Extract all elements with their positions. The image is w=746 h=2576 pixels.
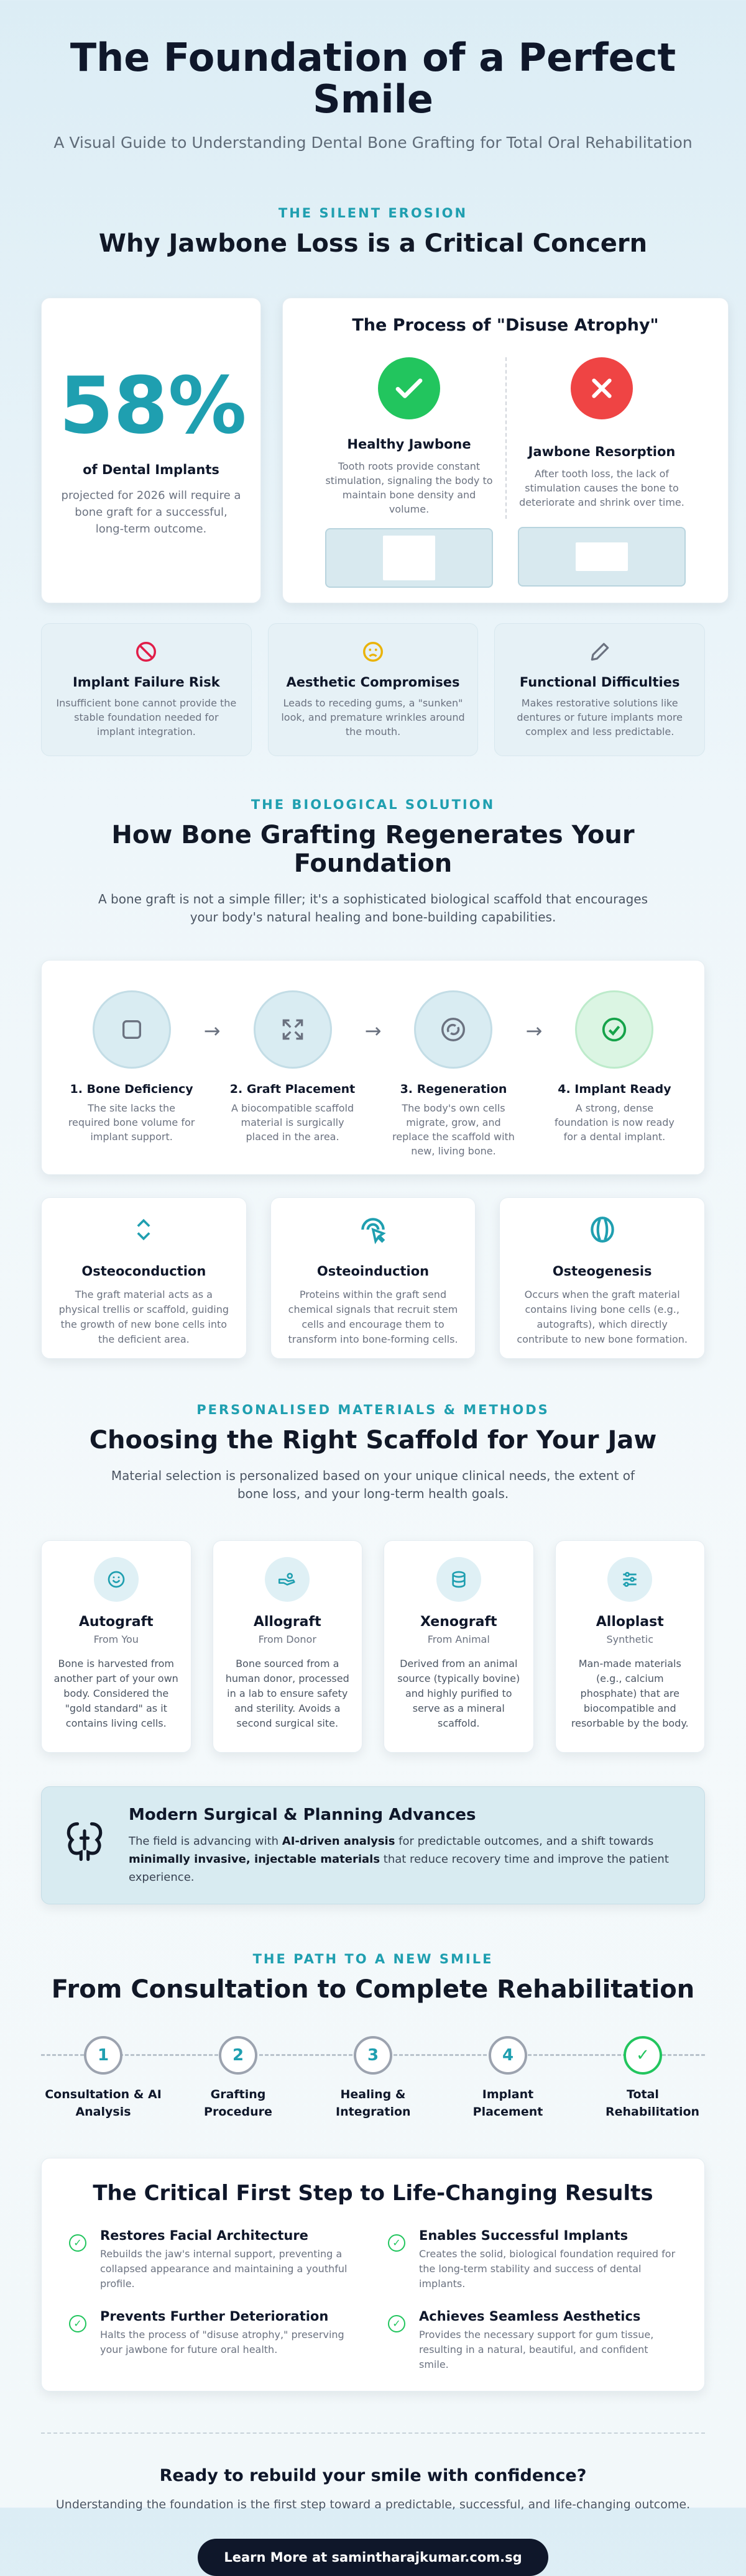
regenerate-icon [414,990,492,1069]
benefit-title: Restores Facial Architecture [100,2227,308,2243]
mechanism-title: Osteoinduction [316,1263,430,1279]
expand-icon [254,990,332,1069]
resorption-title: Jawbone Resorption [528,444,676,459]
step [228,990,357,1144]
process-steps [41,960,705,1175]
arrow-right-icon: → [364,1018,382,1043]
advances-highlight: AI-driven analysis [282,1834,395,1848]
step-description: A strong, dense foundation is now ready for a dental implant. [555,1102,675,1143]
mechanism-description: Occurs when the graft material contains living bone cells (e.g., autografts), which directly contribute to new bone formation. [517,1288,688,1345]
material-description: Bone is harvested from another part of your own body. Considered the "gold standard" as it contains living cells. [53,1657,178,1729]
cta-text: Understanding the foundation is the first step toward a predictable, successful, and life-changing outcome. [55,2497,691,2511]
step-description: A biocompatible scaffold material is surgically placed in the area. [231,1102,354,1143]
material-description: Derived from an animal source (typically bovine) and highly purified to serve as a mineral scaffold. [397,1657,520,1729]
healthy-column [313,357,505,588]
risk-description: Leads to receding gums, a "sunken" look, and premature wrinkles around the mouth. [281,697,465,738]
resorption-jaw-illustration [518,527,686,587]
check-circle-icon [575,990,653,1069]
timeline-step [41,2036,165,2121]
ban-icon [54,640,239,666]
step-description: The body's own cells migrate, grow, and replace the scaffold with new, living bone. [392,1102,515,1158]
check-circle-icon: ✓ [69,2315,86,2332]
advances-title: Modern Surgical & Planning Advances [129,1805,476,1824]
cell-icon [516,1214,688,1249]
stat-card [41,298,261,603]
section-kicker: THE SILENT EROSION [278,205,468,221]
stat-value: 58% [59,359,247,451]
check-icon [378,357,440,419]
pointer-click-icon [287,1214,459,1249]
section-title: How Bone Grafting Regenerates Your Foundation [111,820,635,878]
benefit-title: Achieves Seamless Aesthetics [419,2308,641,2324]
risk-title: Functional Difficulties [519,674,680,690]
footer-divider [41,2432,705,2434]
timeline-label: Grafting Procedure [204,2087,272,2119]
risk-title: Implant Failure Risk [72,674,220,690]
healthy-title: Healthy Jawbone [347,436,471,452]
page [41,0,705,2576]
x-icon [571,357,633,419]
timeline-marker: 1 [84,2036,122,2075]
advances-text [129,1833,683,1886]
arrow-right-icon: → [525,1018,543,1043]
benefit-title: Enables Successful Implants [419,2227,629,2243]
database-icon [436,1557,481,1602]
healthy-description: Tooth roots provide constant stimulation, signaling the body to maintain bone density and volume. [325,460,493,516]
check-circle-icon: ✓ [69,2234,86,2252]
material-title: Alloplast [596,1614,664,1630]
timeline-step [176,2036,300,2121]
mechanism-card [41,1197,247,1359]
mechanism-card [270,1197,476,1359]
section-title: From Consultation to Complete Rehabilitation [51,1975,695,2004]
risk-card [268,623,479,756]
pencil-icon [507,640,692,666]
step [389,990,518,1159]
material-source: From You [93,1633,139,1645]
risk-title: Aesthetic Compromises [286,674,460,690]
timeline-step [581,2036,705,2121]
square-icon [93,990,171,1069]
check-circle-icon: ✓ [388,2315,405,2332]
solution-section [41,797,705,1359]
step [67,990,196,1144]
benefit-description: Halts the process of "disuse atrophy," preserving your jawbone for future oral health. [100,2328,344,2355]
resorption-column [505,357,698,588]
path-section [41,1952,705,2391]
step-title: 1. Bone Deficiency [70,1082,193,1096]
process-card [282,298,729,603]
sliders-icon [607,1557,652,1602]
material-source: From Donor [258,1633,316,1645]
section-kicker: PERSONALISED MATERIALS & METHODS [196,1402,550,1417]
risk-description: Insufficient bone cannot provide the stable foundation needed for implant integration. [56,697,237,738]
timeline-marker: 2 [219,2036,257,2075]
risk-description: Makes restorative solutions like dentures or future implants more complex and less predictable. [517,697,683,738]
footer-cta [41,2432,705,2576]
hero [41,0,705,153]
advances-text-part: that reduce recovery time and improve the patient experience. [129,1852,669,1884]
risk-card [41,623,252,756]
material-source: Synthetic [606,1633,654,1645]
material-source: From Animal [427,1633,490,1645]
material-card [41,1540,191,1753]
benefit-description: Provides the necessary support for gum tissue, resulting in a natural, beautiful, and confident smile. [419,2328,654,2370]
brain-icon [63,1806,116,1885]
frown-icon [281,640,466,666]
section-kicker: THE PATH TO A NEW SMILE [252,1951,494,1966]
risk-card [494,623,705,756]
erosion-section [41,206,705,756]
mechanism-card [499,1197,705,1359]
benefit-item [69,2228,358,2291]
mechanism-description: Proteins within the graft send chemical signals that recruit stem cells and encourage them to transform into bone-forming cells. [288,1288,458,1345]
step-title: 2. Graft Placement [229,1082,356,1096]
material-title: Allograft [253,1614,321,1630]
material-description: Man-made materials (e.g., calcium phosphate) that are biocompatible and resorbable by the body. [571,1657,689,1729]
timeline-label: Healing & Integration [336,2087,411,2119]
hand-icon [265,1557,310,1602]
material-description: Bone sourced from a human donor, processed in a lab to ensure safety and sterility. Avoids a second surgical site. [225,1657,349,1729]
benefit-item [388,2228,677,2291]
stat-description: projected for 2026 will require a bone graft for a successful, long-term outcome. [61,488,241,536]
benefit-item [388,2309,677,2372]
process-divider [505,357,507,519]
step-title: 4. Implant Ready [558,1082,671,1096]
step [550,990,679,1144]
benefit-title: Prevents Further Deterioration [100,2308,329,2324]
smile-icon [94,1557,139,1602]
section-lead: Material selection is personalized based on your unique clinical needs, the extent of bone loss, and your long-term health goals. [111,1468,635,1501]
timeline-marker: 3 [354,2036,392,2075]
mechanism-description: The graft material acts as a physical trellis or scaffold, guiding the growth of new bone cells into the deficient area. [58,1288,229,1345]
benefit-description: Creates the solid, biological foundation required for the long-term stability and success of dental implants. [419,2247,676,2290]
timeline-marker: 4 [489,2036,527,2075]
timeline-label: Total Rehabilitation [606,2087,700,2119]
stat-label: of Dental Implants [83,462,219,477]
timeline [41,2036,705,2129]
timeline-label: Implant Placement [472,2087,543,2119]
benefit-item [69,2309,358,2372]
check-circle-icon: ✓ [388,2234,405,2252]
step-title: 3. Regeneration [400,1082,507,1096]
section-title: Choosing the Right Scaffold for Your Jaw [89,1425,657,1455]
chevrons-icon [58,1214,230,1249]
advances-highlight: minimally invasive, injectable materials [129,1852,380,1866]
timeline-step [311,2036,435,2121]
timeline-step [446,2036,570,2121]
process-title: The Process of "Disuse Atrophy" [352,315,659,335]
timeline-marker-check-icon: ✓ [624,2036,662,2075]
page-title: The Foundation of a Perfect Smile [70,35,676,122]
material-card [384,1540,534,1753]
section-kicker: THE BIOLOGICAL SOLUTION [251,797,495,812]
advances-text-part: The field is advancing with [129,1834,282,1848]
healthy-jaw-illustration [325,528,493,588]
material-title: Xenograft [420,1614,497,1630]
section-lead: A bone graft is not a simple filler; it's a sophisticated biological scaffold that encourages your body's natural healing and bone-building capabilities. [98,891,648,925]
timeline-label: Consultation & AI Analysis [45,2087,162,2119]
mechanism-title: Osteoconduction [81,1263,206,1279]
learn-more-button[interactable]: Learn More at samintharajkumar.com.sg [198,2539,548,2576]
benefit-description: Rebuilds the jaw's internal support, preventing a collapsed appearance and maintaining a youthful profile. [100,2247,348,2290]
advances-callout [41,1786,705,1904]
benefits-title: The Critical First Step to Life-Changing Results [93,2180,653,2206]
arrow-right-icon: → [203,1018,221,1043]
section-title: Why Jawbone Loss is a Critical Concern [98,229,648,258]
material-title: Autograft [78,1614,154,1630]
cta-title: Ready to rebuild your smile with confidence? [159,2465,587,2485]
benefits-card [41,2158,705,2391]
mechanism-title: Osteogenesis [552,1263,652,1279]
material-card [213,1540,363,1753]
step-description: The site lacks the required bone volume for implant support. [68,1102,195,1143]
resorption-description: After tooth loss, the lack of stimulation causes the bone to deteriorate and shrink over time. [519,467,684,509]
page-subtitle: A Visual Guide to Understanding Dental Bone Grafting for Total Oral Rehabilitation [53,133,693,152]
advances-text-part: for predictable outcomes, and a shift towards [395,1834,654,1848]
materials-section [41,1402,705,1904]
material-card [555,1540,706,1753]
